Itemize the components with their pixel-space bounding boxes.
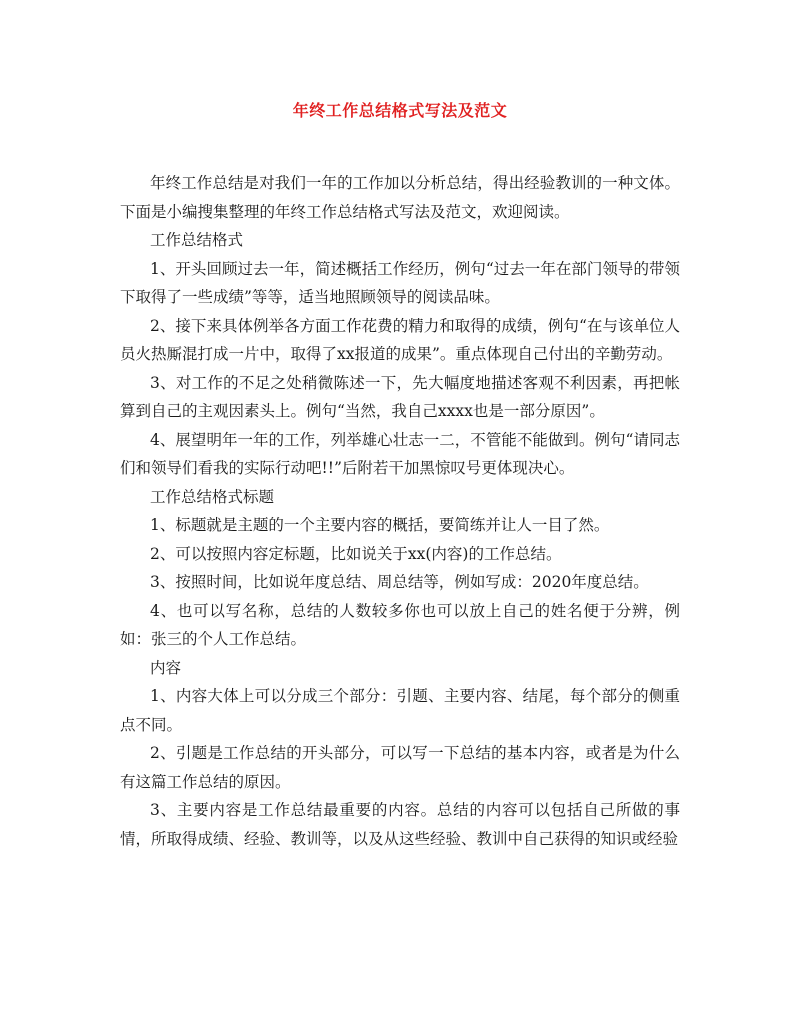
title-item-1: 1、标题就是主题的一个主要内容的概括，要简练并让人一目了然。 bbox=[150, 516, 610, 534]
intro-paragraph: 年终工作总结是对我们一年的工作加以分析总结，得出经验教训的一种文体。下面是小编搜集整理的年终工作总结格式写法及范文，欢迎阅读。 bbox=[120, 174, 680, 221]
format-item-4: 4、展望明年一年的工作，列举雄心壮志一二，不管能不能做到。例句“请同志们和领导们看我的实际行动吧!!”后附若干加黑惊叹号更体现决心。 bbox=[120, 430, 680, 477]
format-item-2: 2、接下来具体例举各方面工作花费的精力和取得的成绩，例句“在与该单位人员火热厮混打成一片中，取得了xx报道的成果”。重点体现自己付出的辛勤劳动。 bbox=[120, 316, 680, 363]
title-item-3: 3、按照时间，比如说年度总结、周总结等，例如写成：2020年度总结。 bbox=[150, 573, 649, 591]
section-heading-title: 工作总结格式标题 bbox=[150, 487, 275, 506]
section-heading-format: 工作总结格式 bbox=[150, 231, 244, 249]
content-item-2: 2、引题是工作总结的开头部分，可以写一下总结的基本内容，或者是为什么有这篇工作总结的原因。 bbox=[120, 744, 680, 791]
document-title: 年终工作总结格式写法及范文 bbox=[292, 101, 508, 120]
title-item-2: 2、可以按照内容定标题，比如说关于xx(内容)的工作总结。 bbox=[150, 544, 562, 563]
content-item-3: 3、主要内容是工作总结最重要的内容。总结的内容可以包括自己所做的事情，所取得成绩、经验、教训等，以及从这些经验、教训中自己获得的知识或经验 bbox=[120, 801, 680, 848]
title-item-4: 4、也可以写名称，总结的人数较多你也可以放上自己的姓名便于分辨，例如：张三的个人工作总结。 bbox=[120, 601, 680, 648]
section-heading-content: 内容 bbox=[150, 658, 182, 677]
content-item-1: 1、内容大体上可以分成三个部分：引题、主要内容、结尾，每个部分的侧重点不同。 bbox=[120, 687, 680, 734]
format-item-3: 3、对工作的不足之处稍微陈述一下，先大幅度地描述客观不利因素，再把帐算到自己的主观因素头上。例句“当然，我自己xxxx也是一部分原因”。 bbox=[120, 373, 680, 420]
document-page bbox=[120, 98, 680, 853]
format-item-1: 1、开头回顾过去一年，简述概括工作经历，例句“过去一年在部门领导的带领下取得了一些成绩”等等，适当地照顾领导的阅读品味。 bbox=[120, 259, 680, 306]
